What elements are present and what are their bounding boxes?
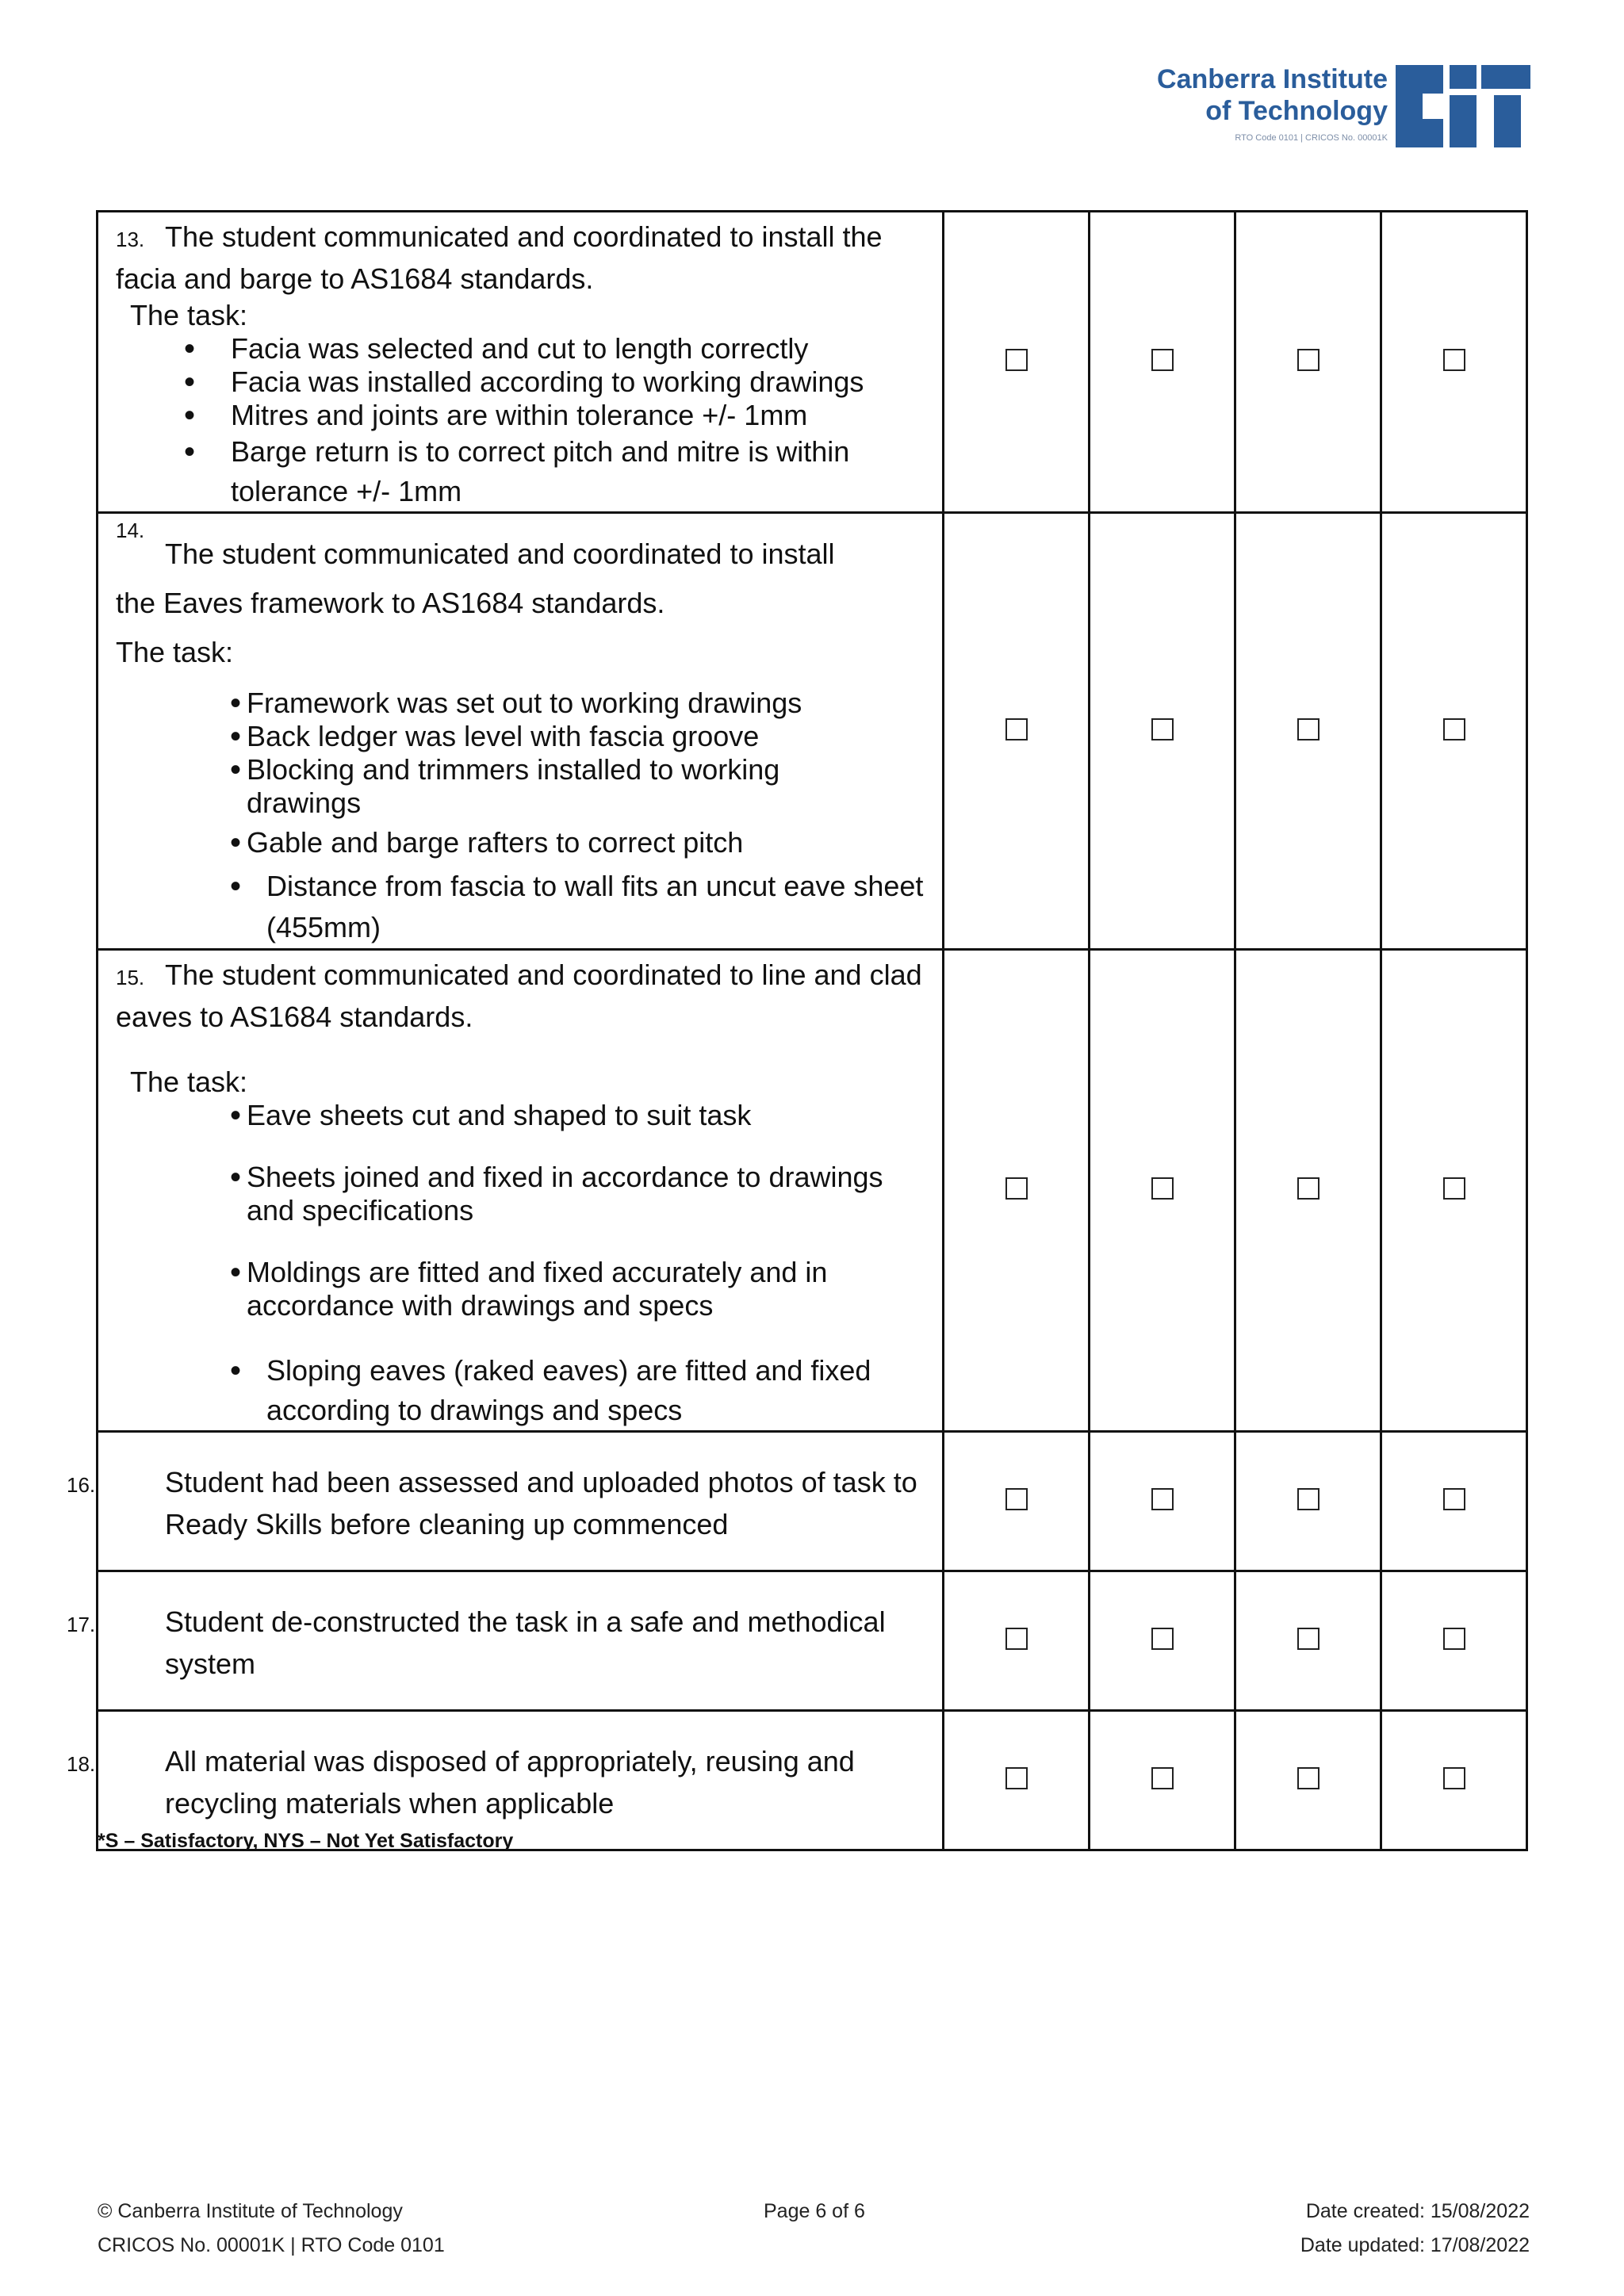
checkbox[interactable] <box>1297 1767 1320 1789</box>
assessment-checklist-table <box>67 210 1528 1851</box>
logo-line1: Canberra Institute <box>1157 64 1388 94</box>
criterion-cell <box>98 513 944 950</box>
checkbox-cell <box>1381 950 1527 1432</box>
task-bullet: • Sloping eaves (raked eaves) are fitted and fixed according to drawings and specs <box>116 1351 928 1430</box>
footer-copyright: © Canberra Institute of Technology <box>98 2200 403 2222</box>
checkbox-cell <box>1235 513 1381 950</box>
footer-date-updated: Date updated: 17/08/2022 <box>1300 2234 1530 2256</box>
checkbox-cell <box>1090 950 1235 1432</box>
criterion-title: Student de-constructed the task in a safe and methodical system <box>165 1605 886 1680</box>
checkbox[interactable] <box>1443 1767 1465 1789</box>
task-bullet: • Mitres and joints are within tolerance +/- 1mm <box>116 399 928 432</box>
criterion-number: 15. <box>116 966 145 989</box>
checkbox[interactable] <box>1005 1628 1028 1650</box>
criterion-title: Student had been assessed and uploaded photos of task to Ready Skills before cleaning up commenced <box>165 1466 917 1540</box>
criterion-title-line1: The student communicated and coordinated to install <box>165 538 835 570</box>
task-bullet-list <box>116 332 928 511</box>
logo-line2: of Technology <box>1205 96 1388 126</box>
criterion-number: 16. <box>67 1473 96 1497</box>
checkbox-cell <box>944 1432 1090 1571</box>
table-row <box>98 1432 1527 1571</box>
criterion-cell <box>98 950 944 1432</box>
checkbox-cell <box>944 1711 1090 1850</box>
checkbox[interactable] <box>1297 1628 1320 1650</box>
checkbox[interactable] <box>1443 718 1465 740</box>
task-bullet-list <box>116 687 928 948</box>
task-label: The task: <box>130 299 248 331</box>
checkbox[interactable] <box>1005 1767 1028 1789</box>
checkbox[interactable] <box>1151 1767 1174 1789</box>
checkbox[interactable] <box>1005 1488 1028 1510</box>
criterion-number: 17. <box>67 1613 96 1636</box>
criterion-title: All material was disposed of appropriately, reusing and recycling materials when applicable <box>165 1745 855 1820</box>
task-bullet: • Moldings are fitted and fixed accurately and in accordance with drawings and specs <box>116 1256 928 1322</box>
checkbox[interactable] <box>1443 349 1465 371</box>
checkbox-cell <box>1090 1432 1235 1571</box>
task-bullet: • Facia was selected and cut to length correctly <box>116 332 928 365</box>
checkbox[interactable] <box>1151 1488 1174 1510</box>
task-label: The task: <box>116 636 234 668</box>
checkbox[interactable] <box>1151 718 1174 740</box>
table-row <box>98 513 1527 950</box>
table-row <box>98 950 1527 1432</box>
criterion-number: 14. <box>116 519 145 542</box>
checkbox-cell <box>1381 1571 1527 1711</box>
checkbox-cell <box>1235 1711 1381 1850</box>
criterion-cell <box>67 1432 944 1571</box>
checkbox-cell <box>944 513 1090 950</box>
checkbox-cell <box>1235 212 1381 513</box>
task-label: The task: <box>130 1066 248 1098</box>
task-bullet: • Eave sheets cut and shaped to suit task <box>116 1099 928 1132</box>
task-bullet: • Barge return is to correct pitch and mitre is within tolerance +/- 1mm <box>116 432 928 511</box>
task-bullet: • Distance from fascia to wall fits an uncut eave sheet (455mm) <box>116 866 928 948</box>
checkbox[interactable] <box>1443 1177 1465 1200</box>
checkbox[interactable] <box>1005 1177 1028 1200</box>
task-bullet-list <box>116 1099 928 1430</box>
checkbox[interactable] <box>1297 718 1320 740</box>
checkbox[interactable] <box>1443 1488 1465 1510</box>
task-bullet: • Blocking and trimmers installed to working drawings <box>116 753 928 820</box>
checkbox[interactable] <box>1151 349 1174 371</box>
checkbox-cell <box>1090 513 1235 950</box>
criterion-title: The student communicated and coordinated to line and clad eaves to AS1684 standards. <box>116 959 922 1033</box>
task-bullet: • Framework was set out to working drawings <box>116 687 928 720</box>
checkbox[interactable] <box>1297 1177 1320 1200</box>
checkbox-cell <box>1090 212 1235 513</box>
checkbox-cell <box>1381 513 1527 950</box>
cit-logo <box>1146 62 1530 151</box>
checkbox[interactable] <box>1297 1488 1320 1510</box>
checkbox[interactable] <box>1297 349 1320 371</box>
criterion-title: The student communicated and coordinated to install the facia and barge to AS1684 standards. <box>116 220 883 295</box>
task-bullet: • Gable and barge rafters to correct pitch <box>116 826 928 859</box>
checkbox-cell <box>944 950 1090 1432</box>
task-bullet: • Facia was installed according to working drawings <box>116 365 928 399</box>
checkbox-cell <box>1235 950 1381 1432</box>
checkbox-cell <box>1235 1432 1381 1571</box>
footer-page-number: Page 6 of 6 <box>764 2200 865 2222</box>
checkbox[interactable] <box>1005 349 1028 371</box>
table-row <box>98 1571 1527 1711</box>
checkbox-cell <box>1090 1711 1235 1850</box>
checkbox-cell <box>1381 1711 1527 1850</box>
task-bullet: • Back ledger was level with fascia groove <box>116 720 928 753</box>
checkbox-cell <box>944 212 1090 513</box>
checkbox[interactable] <box>1005 718 1028 740</box>
criterion-number: 13. <box>116 228 145 251</box>
checkbox[interactable] <box>1151 1628 1174 1650</box>
footer-date-created: Date created: 15/08/2022 <box>1305 2200 1530 2222</box>
checkbox[interactable] <box>1443 1628 1465 1650</box>
footnote-legend: *S – Satisfactory, NYS – Not Yet Satisfactory <box>98 1830 514 1852</box>
checkbox-cell <box>944 1571 1090 1711</box>
checkbox-cell <box>1235 1571 1381 1711</box>
criterion-cell <box>98 212 944 513</box>
footer-cricos: CRICOS No. 00001K | RTO Code 0101 <box>98 2234 445 2256</box>
task-bullet: • Sheets joined and fixed in accordance to drawings and specifications <box>116 1161 928 1227</box>
criterion-number: 18. <box>67 1752 96 1776</box>
logo-subtitle: RTO Code 0101 | CRICOS No. 00001K <box>1235 133 1388 143</box>
logo-text <box>1157 63 1388 143</box>
checkbox-cell <box>1381 1432 1527 1571</box>
checkbox[interactable] <box>1151 1177 1174 1200</box>
table-row <box>98 212 1527 513</box>
checkbox-cell <box>1381 212 1527 513</box>
criterion-cell <box>67 1571 944 1711</box>
checkbox-cell <box>1090 1571 1235 1711</box>
cit-logo-mark-icon <box>1396 65 1530 147</box>
criterion-title-line2: the Eaves framework to AS1684 standards. <box>116 587 665 619</box>
